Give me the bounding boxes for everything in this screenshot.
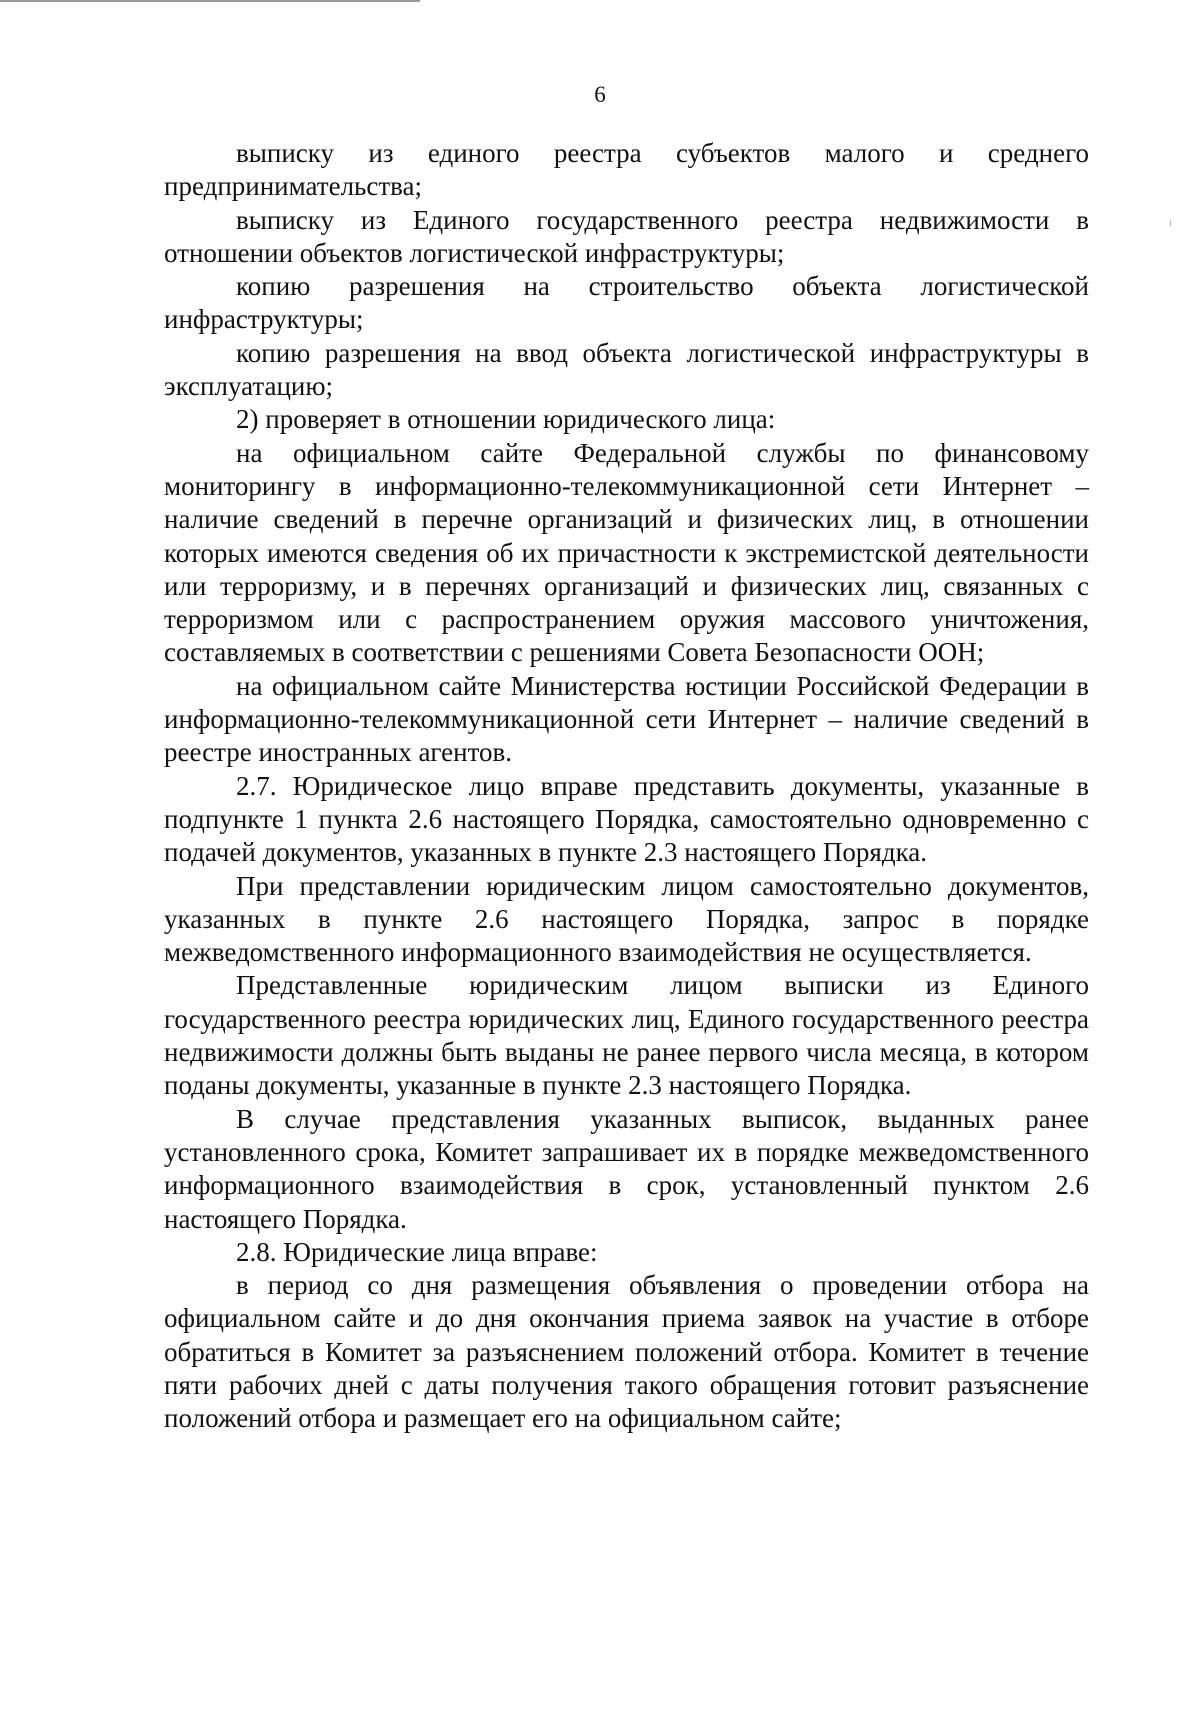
scan-speck <box>1170 220 1171 226</box>
paragraph-2-8: 2.8. Юридические лица вправе: <box>236 1236 598 1267</box>
paragraph-commissioning-permit: копию разрешения на ввод объекта логистической инфраструктуры в эксплуатацию; <box>164 337 1089 402</box>
paragraph-expired-extracts: В случае представления указанных выписок, выданных ранее установленного срока, Комитет запрашивает их в порядке межведомственного информационного взаимодействия в срок, установленный пунктом 2.6 настоящего Порядка. <box>164 1103 1089 1234</box>
paragraph-2-7: 2.7. Юридическое лицо вправе представить документы, указанные в подпункте 1 пункта 2.6 настоящего Порядка, самостоятельно одновременно с подачей документов, указанных в пункте 2.3 настоящего Порядка. <box>164 770 1089 868</box>
paragraph-no-interagency-request: При представлении юридическим лицом самостоятельно документов, указанных в пункте 2.6 настоящего Порядка, запрос в порядке межведомственного информационного взаимодействия не осуществляется. <box>164 870 1089 968</box>
paragraph-egr-msp-extract: выписку из единого реестра субъектов малого и среднего предпринимательства; <box>164 138 1089 202</box>
paragraph-rosfinmonitoring-check: на официальном сайте Федеральной службы по финансовому мониторингу в информационно-телекоммуникационной сети Интернет – наличие сведений в перечне организаций и физических лиц, в отношении которых имеются сведения об их причастности к экстремистской деятельности или терроризму, и в перечнях организаций и физических лиц, связанных с терроризмом или с распространением оружия массового уничтожения, составляемых в соответствии с решениями Совета Безопасности ООН; <box>164 437 1089 668</box>
paragraph-minjust-check: на официальном сайте Министерства юстиции Российской Федерации в информационно-телекоммуникационной сети Интернет – наличие сведений в реестре иностранных агентов. <box>164 670 1089 768</box>
paragraph-construction-permit: копию разрешения на строительство объекта логистической инфраструктуры; <box>164 271 1089 335</box>
paragraph-extract-dates: Представленные юридическим лицом выписки из Единого государственного реестра юридических лиц, Единого государственного реестра недвижимости должны быть выданы не ранее первого числа месяца, в котором поданы документы, указанные в пункте 2.3 настоящего Порядка. <box>164 970 1089 1101</box>
paragraph-checks-heading: 2) проверяет в отношении юридического лица: <box>236 404 776 435</box>
paragraph-clarification-request: в период со дня размещения объявления о проведении отбора на официальном сайте и до дня окончания приема заявок на участие в отборе обратиться в Комитет за разъяснением положений отбора. Комитет в течение пяти рабочих дней с даты получения такого обращения готовит разъяснение положений отбора и размещает его на официальном сайте; <box>164 1270 1089 1434</box>
paragraph-egrn-extract: выписку из Единого государственного реестра недвижимости в отношении объектов логистической инфраструктуры; <box>164 204 1089 268</box>
scan-top-edge <box>0 0 420 2</box>
document-body <box>164 137 1089 1436</box>
page-number: 6 <box>594 82 606 107</box>
